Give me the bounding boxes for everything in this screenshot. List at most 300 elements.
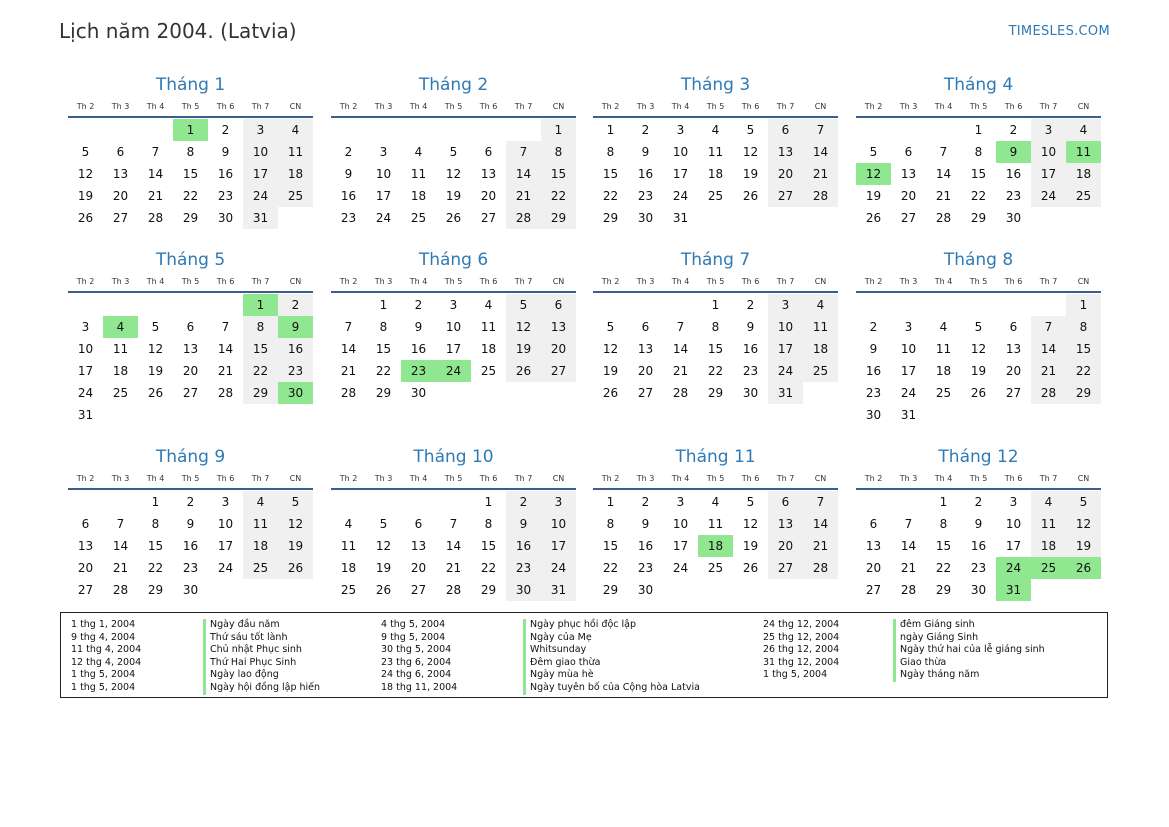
day-cell: 6 [641,320,650,334]
weekday-label: Th 6 [1004,474,1023,483]
empty-cell [366,119,401,141]
weekday-label: Th 2 [864,474,883,483]
weekday-label: Th 5 [969,277,988,286]
weekday-label: CN [1077,474,1090,483]
empty-cell [331,294,366,316]
holiday-day-cell: 4 [103,316,138,338]
month-name: Tháng 1 [155,75,226,95]
month-name: Tháng 6 [418,250,489,270]
day-cell: 12 [970,342,987,356]
day-cell: 19 [1066,535,1101,557]
day-cell: 7 [904,517,913,531]
month-calendar [331,445,576,601]
weekday-label: Th 4 [671,277,690,286]
legend-holiday-name: Ngày mùa hè [523,669,700,682]
day-cell: 18 [112,364,129,378]
weekday-label: Th 7 [776,102,795,111]
weekday-label: Th 4 [146,102,165,111]
day-cell: 24 [768,360,803,382]
day-cell: 3 [81,320,90,334]
weekday-label: Th 3 [636,277,655,286]
weekday-label: CN [289,102,302,111]
weekday-label: Th 4 [409,277,428,286]
day-cell: 27 [768,557,803,579]
weekday-label: Th 2 [864,277,883,286]
day-cell: 11 [480,320,497,334]
day-cell: 7 [803,491,838,513]
day-cell: 7 [116,517,125,531]
day-cell: 3 [541,491,576,513]
weekday-label: Th 7 [776,277,795,286]
day-cell: 3 [676,495,685,509]
weekday-label: Th 4 [409,102,428,111]
header-divider [331,116,576,118]
day-cell: 27 [541,360,576,382]
day-cell: 29 [243,382,278,404]
day-cell: 14 [112,539,129,553]
day-cell: 19 [278,535,313,557]
weekday-label: Th 5 [444,102,463,111]
day-cell: 2 [221,123,230,137]
empty-cell [996,294,1031,316]
day-cell: 24 [672,189,689,203]
weekday-label: Th 7 [1039,277,1058,286]
day-cell: 24 [900,386,917,400]
weekday-label: Th 6 [479,474,498,483]
day-cell: 31 [768,382,803,404]
day-cell: 21 [147,189,164,203]
month-name: Tháng 3 [680,75,751,95]
day-cell: 10 [375,167,392,181]
empty-cell [103,491,138,513]
day-cell: 5 [1066,491,1101,513]
day-cell: 3 [904,320,913,334]
legend-date-column [381,619,457,695]
day-cell: 11 [935,342,952,356]
day-cell: 10 [672,145,689,159]
day-cell: 19 [742,539,759,553]
day-cell: 28 [672,386,689,400]
legend-holiday-name: Ngày hội đồng lập hiến [203,682,320,695]
day-cell: 2 [1009,123,1018,137]
day-cell: 15 [970,167,987,181]
day-cell: 13 [410,539,427,553]
legend-name-column [203,619,320,695]
month-calendar [856,248,1101,426]
day-cell: 17 [375,189,392,203]
empty-cell [856,119,891,141]
day-cell: 13 [541,316,576,338]
day-cell: 4 [414,145,423,159]
day-cell: 23 [637,561,654,575]
weekday-label: Th 3 [111,102,130,111]
month-calendar [331,248,576,404]
day-cell: 8 [379,320,388,334]
day-cell: 29 [707,386,724,400]
empty-cell [506,119,541,141]
day-cell: 10 [672,517,689,531]
day-cell: 11 [340,539,357,553]
weekday-label: Th 4 [146,277,165,286]
day-cell: 14 [900,539,917,553]
day-cell: 19 [970,364,987,378]
legend-date: 23 thg 6, 2004 [381,656,452,668]
weekday-header [68,471,313,487]
day-cell: 8 [151,517,160,531]
day-cell: 16 [1005,167,1022,181]
day-cell: 29 [935,583,952,597]
day-cell: 28 [803,557,838,579]
day-grid [593,491,838,601]
header-divider [331,291,576,293]
empty-cell [208,294,243,316]
empty-cell [628,294,663,316]
holiday-legend [60,612,1108,698]
day-cell: 25 [410,211,427,225]
holiday-day-cell: 1 [243,294,278,316]
weekday-label: CN [814,102,827,111]
day-cell: 14 [803,141,838,163]
legend-date: 31 thg 12, 2004 [763,656,840,668]
day-cell: 26 [970,386,987,400]
site-link[interactable]: TIMESLES.COM [1008,24,1110,39]
day-cell: 12 [77,167,94,181]
day-cell: 8 [243,316,278,338]
day-cell: 8 [484,517,493,531]
day-cell: 5 [449,145,458,159]
empty-cell [401,491,436,513]
day-cell: 10 [900,342,917,356]
header-divider [593,116,838,118]
day-cell: 3 [243,119,278,141]
day-cell: 23 [182,561,199,575]
day-cell: 16 [637,539,654,553]
day-cell: 5 [606,320,615,334]
day-cell: 30 [637,211,654,225]
day-cell: 30 [410,386,427,400]
day-cell: 6 [484,145,493,159]
holiday-day-cell: 1 [173,119,208,141]
day-cell: 14 [340,342,357,356]
day-cell: 27 [768,185,803,207]
weekday-label: Th 2 [864,102,883,111]
weekday-label: Th 3 [111,277,130,286]
holiday-day-cell: 24 [996,557,1031,579]
weekday-label: Th 7 [251,277,270,286]
day-cell: 29 [970,211,987,225]
weekday-label: Th 3 [111,474,130,483]
day-cell: 17 [541,535,576,557]
legend-holiday-name: Whitsunday [523,644,700,657]
empty-cell [138,294,173,316]
day-cell: 2 [746,298,755,312]
day-cell: 20 [1005,364,1022,378]
day-cell: 20 [900,189,917,203]
weekday-label: Th 3 [899,277,918,286]
day-cell: 27 [77,583,94,597]
weekday-label: Th 2 [339,277,358,286]
day-cell: 6 [904,145,913,159]
day-cell: 3 [768,294,803,316]
month-name: Tháng 8 [943,250,1014,270]
day-cell: 17 [768,338,803,360]
legend-date: 12 thg 4, 2004 [71,656,142,668]
day-cell: 1 [606,123,615,137]
day-cell: 22 [602,189,619,203]
day-cell: 22 [707,364,724,378]
day-cell: 20 [410,561,427,575]
day-cell: 21 [217,364,234,378]
day-cell: 6 [116,145,125,159]
day-cell: 31 [900,408,917,422]
day-cell: 15 [243,338,278,360]
day-cell: 7 [449,517,458,531]
day-cell: 28 [147,211,164,225]
day-cell: 25 [707,189,724,203]
weekday-label: Th 4 [934,474,953,483]
weekday-label: Th 4 [934,102,953,111]
day-cell: 22 [480,561,497,575]
day-cell: 22 [375,364,392,378]
day-cell: 9 [506,513,541,535]
day-cell: 1 [974,123,983,137]
day-cell: 9 [186,517,195,531]
weekday-label: Th 4 [409,474,428,483]
day-cell: 29 [1066,382,1101,404]
weekday-label: Th 7 [251,102,270,111]
month-calendar [856,73,1101,229]
day-cell: 27 [1005,386,1022,400]
day-cell: 13 [77,539,94,553]
weekday-label: Th 4 [671,102,690,111]
day-cell: 20 [768,535,803,557]
header-divider [68,116,313,118]
day-cell: 10 [217,517,234,531]
legend-holiday-name: Ngày của Mẹ [523,632,700,645]
day-cell: 22 [147,561,164,575]
day-cell: 26 [77,211,94,225]
legend-date: 24 thg 12, 2004 [763,619,840,630]
day-cell: 22 [541,185,576,207]
day-cell: 18 [410,189,427,203]
legend-holiday-name: Thứ Hai Phục Sinh [203,657,320,670]
weekday-label: CN [552,277,565,286]
day-cell: 24 [541,557,576,579]
weekday-label: Th 3 [899,102,918,111]
day-cell: 28 [112,583,129,597]
day-cell: 1 [379,298,388,312]
day-cell: 21 [672,364,689,378]
weekday-header [856,274,1101,290]
month-calendar [68,445,313,601]
legend-holiday-name: Ngày tuyên bố của Cộng hòa Latvia [523,682,700,695]
legend-date-column [71,619,141,695]
day-cell: 19 [147,364,164,378]
day-cell: 11 [1031,513,1066,535]
day-cell: 26 [445,211,462,225]
weekday-label: Th 5 [181,102,200,111]
empty-cell [1031,294,1066,316]
month-name: Tháng 10 [413,447,494,467]
empty-cell [436,491,471,513]
day-cell: 18 [707,167,724,181]
month-name: Tháng 5 [155,250,226,270]
weekday-label: Th 7 [514,474,533,483]
day-cell: 14 [935,167,952,181]
day-cell: 6 [1009,320,1018,334]
day-cell: 13 [112,167,129,181]
day-grid [331,119,576,229]
day-cell: 1 [1066,294,1101,316]
day-cell: 14 [445,539,462,553]
day-cell: 9 [746,320,755,334]
header-divider [593,291,838,293]
day-cell: 10 [768,316,803,338]
day-cell: 26 [742,189,759,203]
legend-date: 1 thg 1, 2004 [71,619,136,630]
day-cell: 30 [506,579,541,601]
day-cell: 1 [711,298,720,312]
day-cell: 4 [1066,119,1101,141]
day-cell: 21 [900,561,917,575]
day-cell: 7 [221,320,230,334]
legend-holiday-name: Ngày lao động [203,669,320,682]
weekday-label: Th 2 [339,102,358,111]
empty-cell [663,294,698,316]
weekday-label: CN [814,474,827,483]
day-cell: 13 [1005,342,1022,356]
empty-cell [471,119,506,141]
day-cell: 3 [1009,495,1018,509]
weekday-label: Th 5 [444,277,463,286]
legend-holiday-name: Chủ nhật Phục sinh [203,644,320,657]
day-cell: 12 [375,539,392,553]
weekday-header [68,274,313,290]
day-cell: 6 [768,119,803,141]
day-cell: 9 [869,342,878,356]
day-cell: 24 [1031,185,1066,207]
day-cell: 23 [340,211,357,225]
weekday-label: Th 2 [601,474,620,483]
day-cell: 9 [344,167,353,181]
day-grid [856,294,1101,426]
legend-holiday-name: Giao thừa [893,657,1045,670]
day-cell: 13 [900,167,917,181]
day-cell: 28 [340,386,357,400]
day-cell: 7 [151,145,160,159]
legend-date: 24 thg 6, 2004 [381,669,452,681]
weekday-header [331,274,576,290]
day-cell: 4 [344,517,353,531]
day-cell: 8 [1066,316,1101,338]
weekday-label: Th 2 [76,102,95,111]
day-cell: 30 [970,583,987,597]
legend-date: 11 thg 4, 2004 [71,644,142,656]
legend-name-column [523,619,700,695]
day-cell: 4 [939,320,948,334]
weekday-header [331,471,576,487]
day-grid [593,294,838,404]
day-cell: 15 [375,342,392,356]
weekday-label: CN [289,474,302,483]
day-cell: 16 [340,189,357,203]
weekday-label: Th 6 [741,277,760,286]
legend-date: 1 thg 5, 2004 [71,669,136,681]
month-calendar [593,248,838,404]
weekday-label: Th 6 [741,102,760,111]
day-cell: 20 [77,561,94,575]
day-grid [68,119,313,229]
legend-holiday-name: Ngày đầu năm [203,619,320,632]
day-cell: 12 [742,145,759,159]
day-cell: 28 [217,386,234,400]
day-cell: 10 [445,320,462,334]
day-cell: 16 [637,167,654,181]
day-cell: 28 [445,583,462,597]
day-cell: 18 [243,535,278,557]
day-cell: 1 [606,495,615,509]
day-cell: 19 [445,189,462,203]
weekday-label: Th 6 [216,102,235,111]
day-cell: 24 [243,185,278,207]
day-cell: 13 [182,342,199,356]
day-cell: 13 [768,513,803,535]
day-cell: 23 [970,561,987,575]
legend-date: 18 thg 11, 2004 [381,681,458,693]
day-cell: 4 [484,298,493,312]
day-cell: 9 [641,517,650,531]
day-cell: 28 [1031,382,1066,404]
day-cell: 31 [243,207,278,229]
weekday-label: CN [1077,277,1090,286]
day-cell: 2 [641,495,650,509]
day-cell: 14 [1031,338,1066,360]
month-calendar [593,445,838,601]
day-cell: 26 [602,386,619,400]
day-cell: 21 [803,535,838,557]
weekday-label: CN [814,277,827,286]
day-cell: 18 [1066,163,1101,185]
weekday-label: Th 6 [1004,277,1023,286]
day-cell: 17 [217,539,234,553]
day-cell: 10 [77,342,94,356]
empty-cell [926,119,961,141]
day-cell: 2 [974,495,983,509]
day-cell: 25 [340,583,357,597]
day-cell: 19 [602,364,619,378]
empty-cell [173,294,208,316]
day-cell: 15 [182,167,199,181]
day-cell: 15 [602,539,619,553]
day-cell: 23 [278,360,313,382]
day-cell: 18 [340,561,357,575]
legend-holiday-name: Ngày thứ hai của lễ giáng sinh [893,644,1045,657]
empty-cell [331,119,366,141]
weekday-label: Th 6 [216,474,235,483]
day-cell: 11 [278,141,313,163]
day-cell: 16 [410,342,427,356]
day-cell: 27 [410,583,427,597]
day-cell: 30 [865,408,882,422]
weekday-header [593,471,838,487]
day-cell: 15 [707,342,724,356]
day-cell: 8 [939,517,948,531]
day-cell: 17 [900,364,917,378]
day-cell: 25 [243,557,278,579]
weekday-label: Th 5 [181,277,200,286]
day-cell: 27 [480,211,497,225]
empty-cell [103,294,138,316]
